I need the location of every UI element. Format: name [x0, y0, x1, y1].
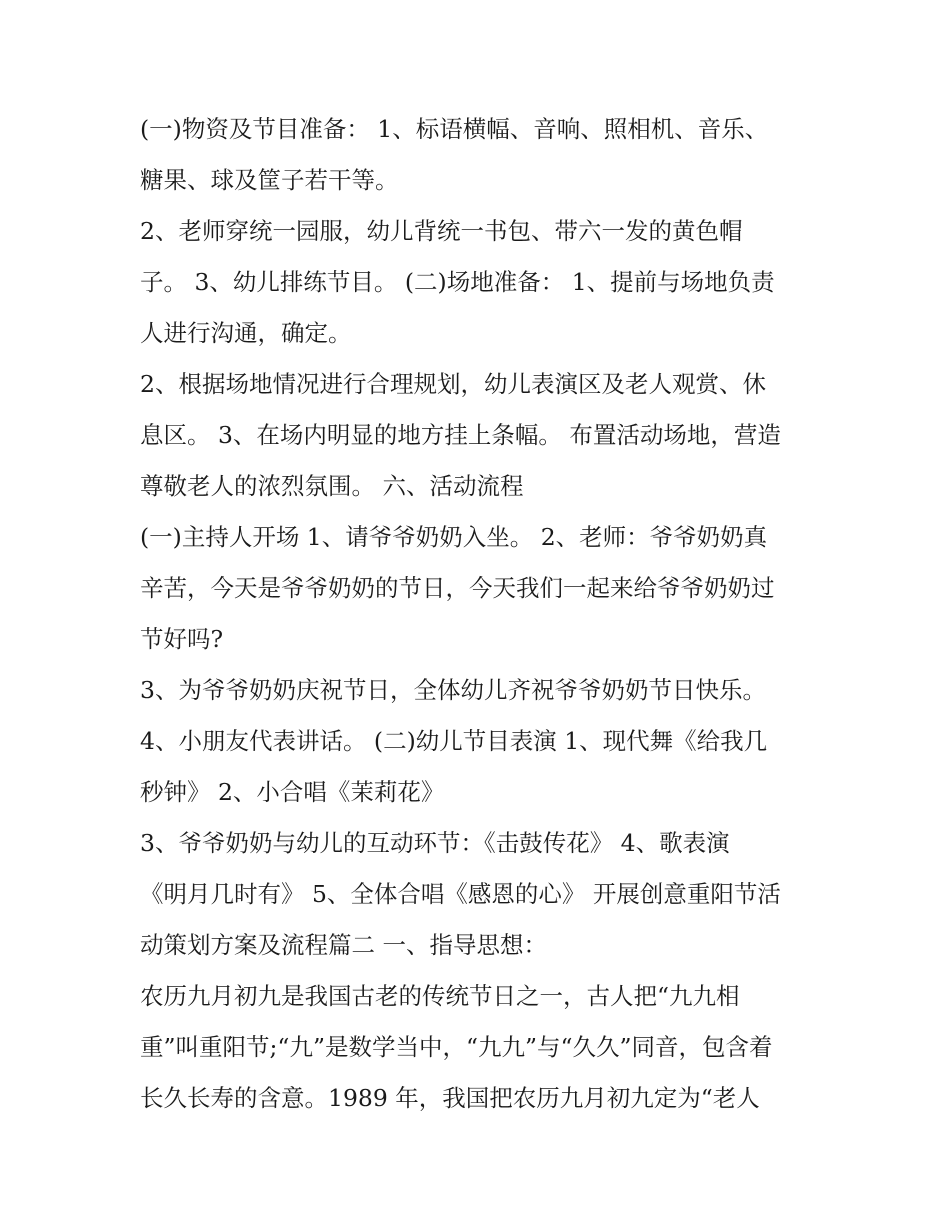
text-line: 尊敬老人的浓烈氛围。 六、活动流程 [140, 472, 524, 500]
text-line: 人进行沟通，确定。 [140, 319, 352, 347]
text-line: 重”叫重阳节;“九”是数学当中，“九九”与“久久”同音，包含着 [140, 1033, 773, 1061]
text-line: (一)主持人开场 1、请爷爷奶奶入坐。 2、老师：爷爷奶奶真 [140, 523, 768, 551]
text-line: 秒钟》 2、小合唱《茉莉花》 [140, 778, 445, 806]
document-body [140, 104, 830, 1124]
text-line: (一)物资及节目准备： 1、标语横幅、音响、照相机、音乐、 [140, 115, 769, 143]
text-line: 糖果、球及筐子若干等。 [140, 166, 399, 194]
text-line: 长久长寿的含意。1989 年，我国把农历九月初九定为“老人 [140, 1084, 760, 1112]
text-line: 农历九月初九是我国古老的传统节日之一，古人把“九九相 [140, 982, 740, 1010]
text-line: 《明月几时有》 5、全体合唱《感恩的心》 开展创意重阳节活 [140, 880, 781, 908]
text-line: 3、爷爷奶奶与幼儿的互动环节：《击鼓传花》 4、歌表演 [140, 829, 730, 857]
text-line: 2、根据场地情况进行合理规划，幼儿表演区及老人观赏、休 [140, 370, 766, 398]
text-line: 4、小朋友代表讲话。 (二)幼儿节目表演 1、现代舞《给我几 [140, 727, 768, 755]
text-line: 2、老师穿统一园服，幼儿背统一书包、带六一发的黄色帽 [140, 217, 743, 245]
text-line: 节好吗? [140, 625, 224, 653]
text-line: 动策划方案及流程篇二 一、指导思想： [140, 931, 547, 959]
text-line: 息区。 3、在场内明显的地方挂上条幅。 布置活动场地，营造 [140, 421, 781, 449]
text-line: 辛苦，今天是爷爷奶奶的节日，今天我们一起来给爷爷奶奶过 [140, 574, 775, 602]
text-line: 子。 3、幼儿排练节目。 (二)场地准备： 1、提前与场地负责 [140, 268, 775, 296]
text-line: 3、为爷爷奶奶庆祝节日，全体幼儿齐祝爷爷奶奶节日快乐。 [140, 676, 766, 704]
